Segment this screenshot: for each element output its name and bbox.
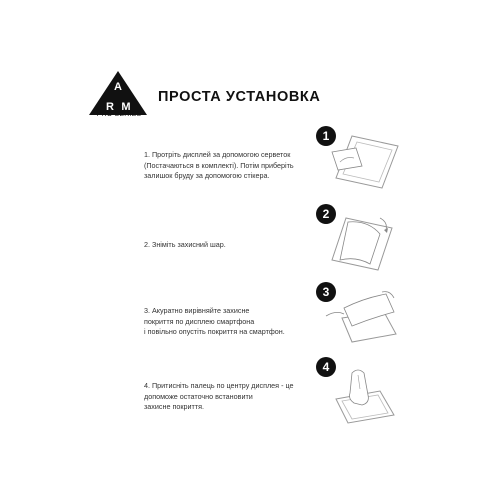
arm-triangle-logo xyxy=(88,70,148,116)
page-title: ПРОСТА УСТАНОВКА xyxy=(158,89,321,105)
logo-letter-r: R xyxy=(106,101,114,113)
step-1-line-1: 1. Протріть дисплей за допомогою серветок xyxy=(144,150,291,159)
step-1-line-2: (Постачаються в комплекті). Потім приберіть xyxy=(144,160,294,170)
step-4-line-3: захисне покриття. xyxy=(144,402,204,411)
step-4-line-1: 4. Притисніть палець по центру дисплея - це xyxy=(144,381,294,390)
step-3-text xyxy=(144,306,324,338)
step-4-line-2: допоможе остаточно встановити xyxy=(144,391,253,401)
step-1-badge: 1 xyxy=(316,126,336,146)
step-3-line-1: 3. Акуратно вирівняйте захисне xyxy=(144,306,250,315)
step-2-text xyxy=(144,240,324,251)
brand-subtitle: PRO SERIES xyxy=(96,111,142,118)
step-2-illustration xyxy=(316,204,400,268)
logo-letter-m: M xyxy=(121,101,131,113)
step-3-line-2: покриття по дисплею смартфона xyxy=(144,316,255,326)
step-4-illustration xyxy=(316,357,400,421)
step-2-badge: 2 xyxy=(316,204,336,224)
step-2-line-1: 2. Зніміть захисний шар. xyxy=(144,240,226,249)
step-1-text xyxy=(144,150,324,182)
step-3-illustration xyxy=(316,282,400,346)
step-3-badge: 3 xyxy=(316,282,336,302)
logo-letter-a: A xyxy=(114,81,122,93)
step-1-illustration xyxy=(316,126,400,190)
step-1-line-3: залишок бруду за допомогою стікера. xyxy=(144,171,270,180)
step-4-badge: 4 xyxy=(316,357,336,377)
step-3-line-3: і повільно опустіть покриття на смартфон. xyxy=(144,327,285,336)
step-4-text xyxy=(144,381,324,413)
